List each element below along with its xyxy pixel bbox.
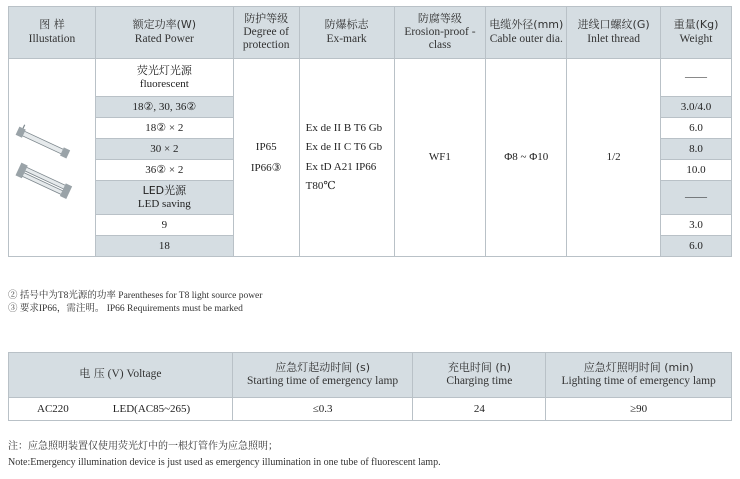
spec-notes <box>8 290 262 316</box>
light-time-value: ≥90 <box>546 398 732 421</box>
header-rated-power: 额定功率(W) Rated Power <box>95 7 233 59</box>
note-line: ③ 要求IP66，需注明。 IP66 Requirements must be marked <box>8 304 243 314</box>
power-value: 36② × 2 <box>95 160 233 181</box>
header-ex-mark: 防爆标志 Ex-mark <box>299 7 394 59</box>
header-illustration: 图 样 Illustation <box>9 7 96 59</box>
header-voltage: 电 压 (V) Voltage <box>9 353 233 398</box>
voltage-value: AC220 LED(AC85~265) <box>9 398 233 421</box>
header-erosion: 防腐等级 Erosion-proof -class <box>394 7 486 59</box>
lamp-illustration-icon <box>12 101 92 211</box>
cable-cell: Φ8 ~ Φ10 <box>486 59 567 257</box>
power-value: 18② × 2 <box>95 118 233 139</box>
spec-table <box>8 6 732 257</box>
led-group-label: LED光源 LED saving <box>95 181 233 215</box>
weight-value: 6.0 <box>661 118 732 139</box>
weight-value: 10.0 <box>661 160 732 181</box>
thread-cell: 1/2 <box>567 59 661 257</box>
footnote-en: Note:Emergency illumination device is just used as emergency illumination in one tube of fluorescent lamp. <box>8 457 441 468</box>
power-value: 18②, 30, 36② <box>95 97 233 118</box>
note-line: ② 括号中为T8光源的功率 Parentheses for T8 light source power <box>8 291 263 301</box>
weight-value: 3.0 <box>661 215 732 236</box>
weight-dash: —— <box>661 181 732 215</box>
weight-value: 3.0/4.0 <box>661 97 732 118</box>
spec-header-row <box>9 7 732 59</box>
emergency-header-row <box>9 353 732 398</box>
power-value: 30 × 2 <box>95 139 233 160</box>
fluorescent-group-label: 荧光灯光源 fluorescent <box>95 59 233 97</box>
start-time-value: ≤0.3 <box>232 398 413 421</box>
fluorescent-group-row <box>9 59 732 97</box>
header-cable: 电缆外径(mm) Cable outer dia. <box>486 7 567 59</box>
weight-value: 6.0 <box>661 236 732 257</box>
header-protection: 防护等级 Degree of protection <box>233 7 299 59</box>
ex-mark-cell: Ex de II B T6 Gb Ex de II C T6 Gb Ex tD A21 IP66 T80℃ <box>299 59 394 257</box>
footnote-cn: 注：应急照明装置仅使用荧光灯中的一根灯管作为应急照明； <box>8 441 278 452</box>
charge-time-value: 24 <box>413 398 546 421</box>
protection-cell: IP65 IP66③ <box>233 59 299 257</box>
header-start-time: 应急灯起动时间 (s) Starting time of emergency lamp <box>232 353 413 398</box>
footnote <box>8 439 441 471</box>
power-value: 9 <box>95 215 233 236</box>
header-weight: 重量(Kg) Weight <box>661 7 732 59</box>
header-charge-time: 充电时间 (h) Charging time <box>413 353 546 398</box>
header-thread: 进线口螺纹(G) Inlet thread <box>567 7 661 59</box>
erosion-cell: WF1 <box>394 59 486 257</box>
emergency-table <box>8 352 732 421</box>
emergency-row <box>9 398 732 421</box>
power-value: 18 <box>95 236 233 257</box>
weight-dash: —— <box>661 59 732 97</box>
weight-value: 8.0 <box>661 139 732 160</box>
illustration-cell <box>9 59 96 257</box>
header-light-time: 应急灯照明时间 (min) Lighting time of emergency lamp <box>546 353 732 398</box>
